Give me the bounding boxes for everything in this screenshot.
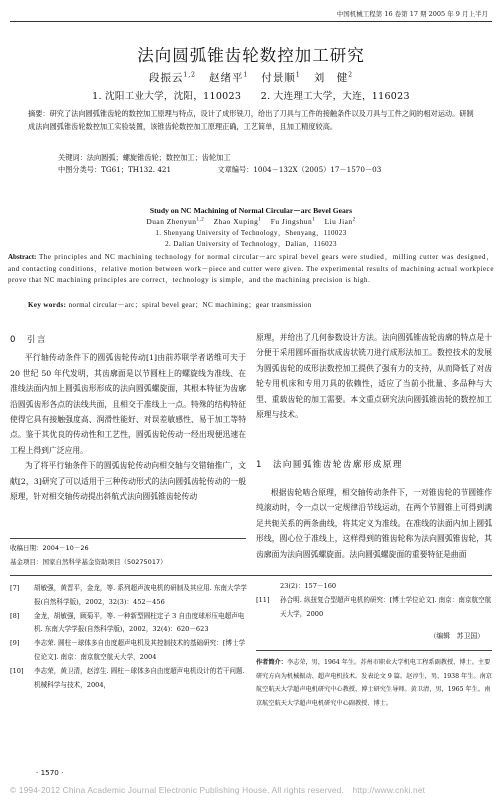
body-paragraph: 为了将平行轴条件下的圆弧齿轮传动向相交轴与交错轴推广，文献[2，3]研究了可以适用于三种传动形式的法向圆弧齿轮传动的一般原理，针对相交轴传动提出斜航式法向圆弧锥齿轮传动 [10,461,246,502]
reference-list-left [10,582,248,692]
bio-label: 作者简介： [256,659,287,666]
reference-text: 李志荣，黄卫清，赵淳生. 圆柱－球体多自由度超声电机设计的若干问题. 机械科学与技术，2004， [34,666,245,689]
abstract-label: 摘要： [28,109,50,118]
clc-label: 中图分类号： [58,165,102,174]
english-keywords [28,300,494,310]
author-name: 刘 健 [313,72,349,84]
english-author-name: Liu Jian [324,217,353,226]
english-author-affiliation-mark: 1,2 [196,217,205,223]
author-name: 付景顺 [261,72,296,84]
paper-title: 法向圆弧锥齿轮数控加工研究 [137,46,365,65]
reference-list-right [256,580,492,621]
section-heading: 0 引言 [10,335,47,345]
english-author-affiliation-mark: 1 [258,217,262,223]
bio-rule [256,650,492,651]
fund-info: 基金项目：国家自然科学基金资助项目（50275017） [10,558,167,566]
abstract-text: 研究了法向圆弧锥齿轮的数控加工原理与特点，设计了成形铣刀，给出了刀具与工件的接触条件以及刀具与工件之间的相对运动。研制成法向圆弧锥齿轮数控加工实验装置，该锥齿轮数控加工原理正确，工艺简单，且加工精度较高。 [28,109,474,131]
body-right-column [256,330,492,422]
english-keywords-label: Key words: [28,301,67,309]
author-list [0,70,502,85]
reference-number: [8] [10,611,20,620]
reference-text: 孙合明. 纵扭复合型超声电机的研究：[博士学位论文]. 南京：南京航空航天大学，2000 [280,595,492,618]
reference-item [10,610,248,638]
reference-rule [10,575,492,576]
affiliations: 1. 沈阳工业大学，沈阳，110023 2. 大连理工大学，大连，116023 [92,91,410,102]
author-name: 赵绪平 [209,72,244,84]
reference-item [10,582,248,610]
body-paragraph: 原理，并给出了几何参数设计方法。法向圆弧锥齿轮齿廓的特点是十分便于采用圆环面指状成齿状铣刀进行成形法加工。数控技术的发展为圆弧齿轮的成形法数控加工提供了强有力的支持，从而降低了对齿轮专用机床和专用刀具的依赖性，适应了当前小批量、多品种与大型、重载齿轮的加工需要。本文重点研究法向圆弧锥齿轮的数控加工原理与技术。 [256,333,492,420]
english-affiliation: 2. Dalian University of Technology，Dalian，116023 [165,240,337,248]
editor-note: （编辑 苏卫国） [429,632,484,640]
bio-text: 李志荣，男，1964 年生。苏州市职业大学机电工程系副教授、博士。主要研究方向为机械振动、超声电机技术。发表论文 9 篇。赵淳生，男，1938 年生。南京航空航天大学超声电机研究中心教授、博士研究生导师。黄卫清，男，1965 年生。南京航空航天大学超声电机研究中心副教授、博士。 [256,659,492,707]
english-title: Study on NC Machining of Normal Circular－arc Bevel Gears [149,206,353,215]
author-affiliation-mark: 1,2 [183,71,196,79]
author-affiliation-mark: 1 [243,71,249,79]
english-affiliation: 1. Shenyang University of Technology，Shenyang，110023 [155,229,347,237]
reference-text: 胡敏强，黄晋平，金龙，等. 系列超声波电机的研制及其应用. 东南大学学报(自然科学版)，2002，32(3)：452－456 [34,584,247,606]
english-abstract-text: The principles and NC machining technology for normal circular－arc spiral bevel gears were studied，milling cutter was designed，and contacting conditions，relative motion between work－piece and cutter were given. The experimental results of machining actual workpiece prove that NC machining principles are correct，technology is simple，and the machining precision is high. [8,253,494,284]
english-abstract-label: Abstract: [8,253,37,261]
clc-value: TG61；TH132. 421 [101,165,172,174]
english-author-name: Duan Zhenyun [146,217,197,226]
english-keywords-text: normal circular－arc；spiral bevel gear；NC machining；gear transmission [68,301,312,309]
classification-line [58,165,478,175]
received-date: 收稿日期：2004－10－26 [10,544,89,552]
reference-text: 李志荣. 圆柱－球体多自由度超声电机及其控制技术的基础研究：[博士学位论文]. 南京：南京航空航天大学，2004 [34,639,246,661]
doc-number-value: 1004－132X（2005）17－1570－03 [253,165,382,174]
english-abstract [8,252,494,287]
english-author-affiliation-mark: 2 [352,217,356,223]
reference-number: [7] [10,584,20,592]
reference-item [256,580,492,594]
english-author-affiliation-mark: 1 [312,217,316,223]
body-right-column-continued [256,485,492,562]
reference-text: 23(2)：157－160 [280,582,337,590]
footnote-rule [10,538,246,539]
reference-number [256,580,280,594]
section-heading: 1 法向圆弧锥齿轮齿廓形成原理 [256,460,403,470]
abstract-cn [28,108,478,133]
english-author-name: Zhao Xuping [213,217,259,226]
keywords-label: 关键词： [58,153,87,162]
body-left-column [10,333,246,504]
header-rule [10,21,492,22]
reference-item [10,637,248,665]
copyright-watermark: © 1994-2012 China Academic Journal Electronic Publishing House. All rights reserved. http://www.cnki.net [10,785,426,795]
journal-header: 中国机械工程第 16 卷第 17 期 2005 年 9 月上半月 [336,10,488,18]
reference-number: [11] [256,595,270,604]
page-number: · 1570 · [36,768,64,777]
reference-text: 金龙，胡敏强，顾菊平，等. 一种新型圆柱定子 3 自由度球形压电超声电机. 东南大学学报(自然科学版)，2002，32(4)：620－623 [34,611,245,634]
author-name: 段振云 [148,72,184,84]
author-affiliation-mark: 2 [348,71,354,79]
author-bio [256,656,492,710]
author-affiliation-mark: 1 [295,71,301,79]
body-paragraph: 根据齿轮啮合原理，相交轴传动条件下，一对锥齿轮的节圆锥作纯滚动时，令一点以一定规律沿节线运动，在两个节圆锥上可得到满足共轭关系的两条曲线，将其定义为准线。在准线的法面内加上圆弧形线，圆心位于准线上，这样得到的锥齿轮称为法向圆弧锥齿轮，其齿廓面为法向圆弧螺旋面。法向圆弧螺旋面的重要特征是曲面 [256,488,492,559]
english-author-list [0,217,502,226]
english-author-name: Fu Jingshun [270,217,313,226]
reference-number: [10] [10,666,24,675]
reference-item [256,594,492,622]
body-paragraph: 平行轴传动条件下的圆弧齿轮传动[1]由前苏联学者诺维可夫于 20 世纪 50 年代发明，其齿廓面是以节圆柱上的螺旋线为准线、在准线法面内加上圆弧齿形形成的法向圆弧螺旋面，其根本特征为齿廓沿圆弧齿形各点的法线共面，且相交于准线上一点。特殊的结构特征使得它具有接触强度高、润滑性能好、对误差敏感性、易于加工等特点。鉴于其优良的传动性和工艺性，圆弧齿轮传动一经出现便迅速在工程上得到广泛应用。 [10,353,246,455]
doc-number-label: 文章编号： [217,165,254,174]
reference-item [10,665,248,693]
keywords-cn [58,153,478,163]
keywords-text: 法向圆弧；螺旋锥齿轮；数控加工；齿轮加工 [86,153,231,162]
reference-number: [9] [10,639,20,648]
